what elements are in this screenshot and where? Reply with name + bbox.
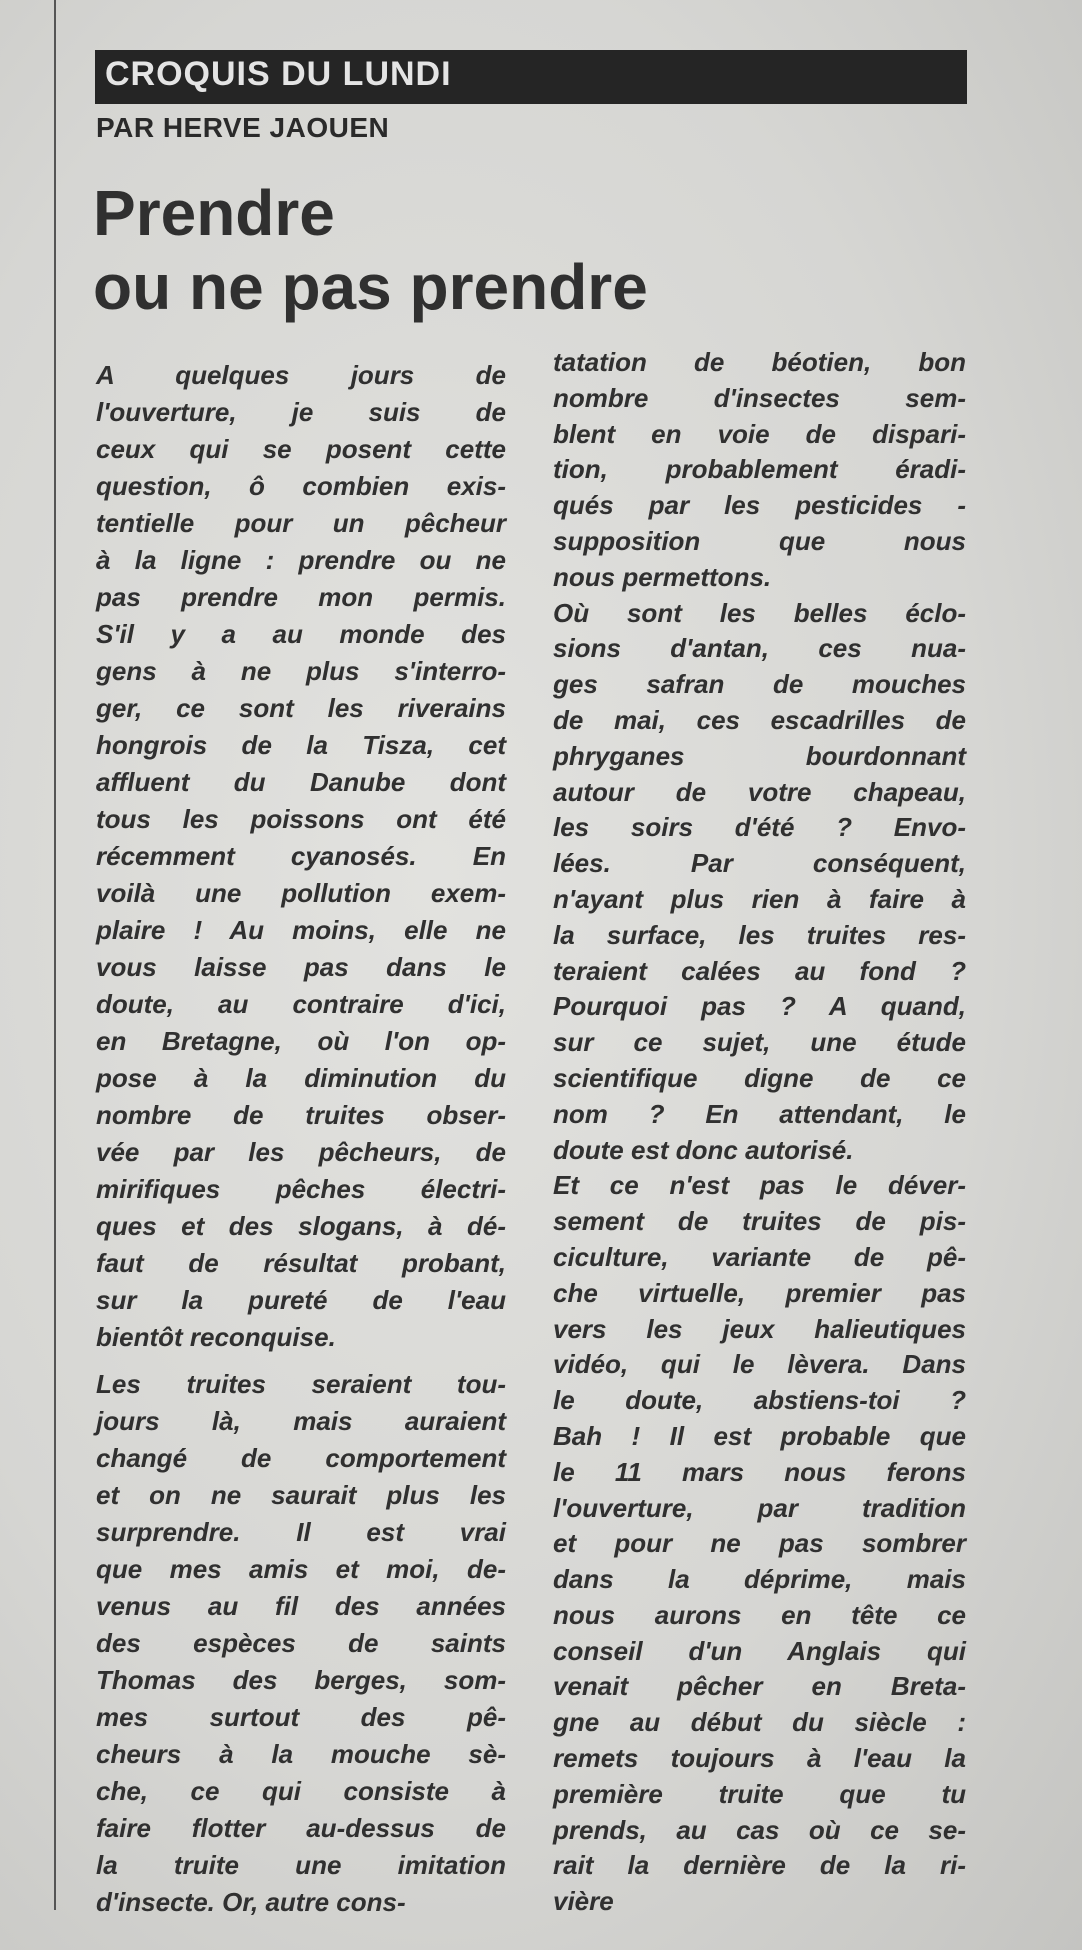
text-line: dans la déprime, mais [553,1564,966,1595]
text-line: scientifique digne de ce [553,1062,966,1093]
text-line: ciculture, variante de pê- [553,1241,966,1272]
text-line: pose à la diminution du [96,1063,506,1093]
text-line: vidéo, qui le lèvera. Dans [553,1349,966,1380]
text-line: prends, au cas où ce se- [553,1814,966,1845]
text-line: doute, au contraire d'ici, [96,989,506,1019]
text-line: plaire ! Au moins, elle ne [96,915,506,945]
text-line: nous aurons en tête ce [553,1599,966,1630]
text-line: nom ? En attendant, le [553,1098,966,1129]
article-column-1 [96,357,506,1921]
text-line: voilà une pollution exem- [96,878,506,908]
text-line: Thomas des berges, som- [96,1665,506,1695]
title-line: ou ne pas prendre [93,251,648,323]
text-line: phryganes bourdonnant [553,740,966,771]
text-line: che, ce qui consiste à [96,1776,506,1806]
text-line: autour de votre chapeau, [553,776,966,807]
text-line: la truite une imitation [96,1850,506,1880]
text-line: Bah ! Il est probable que [553,1420,966,1451]
text-line: question, ô combien exis- [96,471,506,501]
text-line: le doute, abstiens-toi ? [553,1385,966,1416]
text-line: pas prendre mon permis. [96,582,506,612]
text-line: venus au fil des années [96,1591,506,1621]
text-line: ger, ce sont les riverains [96,693,506,723]
text-line: que mes amis et moi, de- [96,1554,506,1584]
text-line: rait la dernière de la ri- [553,1850,966,1881]
text-line: che virtuelle, premier pas [553,1277,966,1308]
article-column-2 [553,345,966,1920]
byline: PAR HERVE JAOUEN [96,112,390,143]
paragraph-gap [96,1356,506,1366]
text-line: sur ce sujet, une étude [553,1027,966,1058]
text-line: conseil d'un Anglais qui [553,1635,966,1666]
text-line: n'ayant plus rien à faire à [553,883,966,914]
text-line: venait pêcher en Breta- [553,1671,966,1702]
text-line: Les truites seraient tou- [96,1369,506,1399]
paragraph [553,596,966,1169]
text-line: remets toujours à l'eau la [553,1743,966,1774]
text-line: Où sont les belles éclo- [553,597,966,628]
text-line: l'ouverture, par tradition [553,1492,966,1523]
text-line: teraient calées au fond ? [553,955,966,986]
text-line: le 11 mars nous ferons [553,1456,966,1487]
text-line: vée par les pêcheurs, de [96,1137,506,1167]
text-line: première truite que tu [553,1778,966,1809]
text-line: la surface, les truites res- [553,919,966,950]
text-line: en Bretagne, où l'on op- [96,1026,506,1056]
text-line: sement de truites de pis- [553,1206,966,1237]
text-line: Pourquoi pas ? A quand, [553,991,966,1022]
text-line: l'ouverture, je suis de [96,397,506,427]
text-line: faire flotter au-dessus de [96,1813,506,1843]
text-line: et pour ne pas sombrer [553,1528,966,1559]
section-kicker: CROQUIS DU LUNDI [105,55,452,93]
text-line: tous les poissons ont été [96,804,506,834]
text-line: mirifiques pêches électri- [96,1174,506,1204]
text-line: affluent du Danube dont [96,767,506,797]
text-line: lées. Par conséquent, [553,848,966,879]
text-line: des espèces de saints [96,1628,506,1658]
text-line: blent en voie de dispari- [553,418,966,449]
text-line: nombre de truites obser- [96,1100,506,1130]
text-line: S'il y a au monde des [96,619,506,649]
text-line: vers les jeux halieutiques [553,1313,966,1344]
title-line: Prendre [93,177,335,249]
text-line: nous permettons. [553,561,772,592]
text-line: les soirs d'été ? Envo- [553,812,966,843]
text-line: à la ligne : prendre ou ne [96,545,506,575]
text-line: vous laisse pas dans le [96,952,506,982]
text-line: gens à ne plus s'interro- [96,656,506,686]
article-title [93,176,648,324]
text-line: d'insecte. Or, autre cons- [96,1887,406,1917]
text-line: bientôt reconquise. [96,1322,336,1352]
text-line: A quelques jours de [96,360,506,390]
text-line: ceux qui se posent cette [96,434,506,464]
text-line: récemment cyanosés. En [96,841,506,871]
text-line: ges safran de mouches [553,669,966,700]
text-line: doute est donc autorisé. [553,1134,854,1165]
text-line: gne au début du siècle : [553,1707,966,1738]
text-line: jours là, mais auraient [96,1406,506,1436]
text-line: sions d'antan, ces nua- [553,633,966,664]
text-line: Et ce n'est pas le déver- [553,1170,966,1201]
text-line: et on ne saurait plus les [96,1480,506,1510]
text-line: de mai, ces escadrilles de [553,704,966,735]
text-line: qués par les pesticides - [553,490,966,521]
text-line: surprendre. Il est vrai [96,1517,506,1547]
text-line: tentielle pour un pêcheur [96,508,506,538]
paragraph [553,1168,966,1920]
text-line: hongrois de la Tisza, cet [96,730,506,760]
section-kicker-bar [95,50,967,104]
text-line: faut de résultat probant, [96,1248,506,1278]
paragraph [96,357,506,1356]
column-rule [54,0,56,1910]
paragraph [96,1366,506,1921]
text-line: nombre d'insectes sem- [553,382,966,413]
paragraph [553,345,966,596]
text-line: tatation de béotien, bon [553,347,966,377]
text-line: sur la pureté de l'eau [96,1285,506,1315]
text-line: tion, probablement éradi- [553,454,966,485]
text-line: mes surtout des pê- [96,1702,506,1732]
text-line: cheurs à la mouche sè- [96,1739,506,1769]
text-line: supposition que nous [553,525,966,556]
text-line: ques et des slogans, à dé- [96,1211,506,1241]
text-line: changé de comportement [96,1443,506,1473]
text-line: vière [553,1886,614,1917]
